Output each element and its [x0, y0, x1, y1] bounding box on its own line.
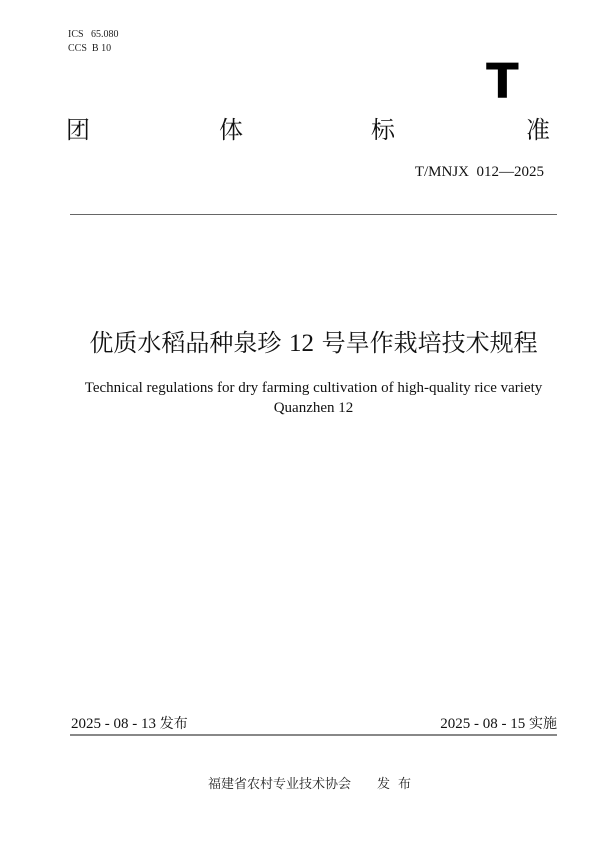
implement-date-value: 2025 - 08 - 15: [440, 716, 529, 732]
bottom-divider: [70, 734, 557, 736]
standard-type-char-4: 准: [526, 116, 550, 144]
publish-verb: 发布: [377, 777, 420, 792]
standard-type-char-1: 团: [66, 116, 90, 144]
title-english: [0, 378, 600, 418]
title-en-line1: Technical regulations for dry farming cultivation of high-quality rice variety: [84, 380, 543, 396]
publisher-line: [0, 776, 600, 794]
ccs-code: CCS B 10: [68, 43, 112, 54]
title-cn-part2: 号旱作栽培技术规程: [314, 329, 538, 357]
title-cn-part1: 优质水稻品种泉珍: [89, 329, 289, 357]
standard-type-char-2: 体: [219, 116, 243, 144]
ics-code: ICS 65.080: [68, 29, 119, 40]
standard-mark-logo: T: [486, 54, 519, 110]
implement-date: [440, 715, 557, 733]
standard-code: T/MNJX 012—2025: [414, 164, 544, 180]
publish-date: [71, 715, 188, 733]
title-chinese: [0, 327, 600, 360]
publisher-name: 福建省农村专业技术协会: [207, 777, 351, 792]
standard-type-char-3: 标: [371, 116, 395, 144]
publish-date-label: 发布: [159, 716, 188, 732]
publish-date-value: 2025 - 08 - 13: [71, 716, 160, 732]
implement-date-label: 实施: [529, 716, 557, 732]
title-cn-number: 12: [289, 330, 314, 357]
title-en-line2: Quanzhen 12: [273, 400, 354, 416]
top-divider: [70, 214, 557, 215]
